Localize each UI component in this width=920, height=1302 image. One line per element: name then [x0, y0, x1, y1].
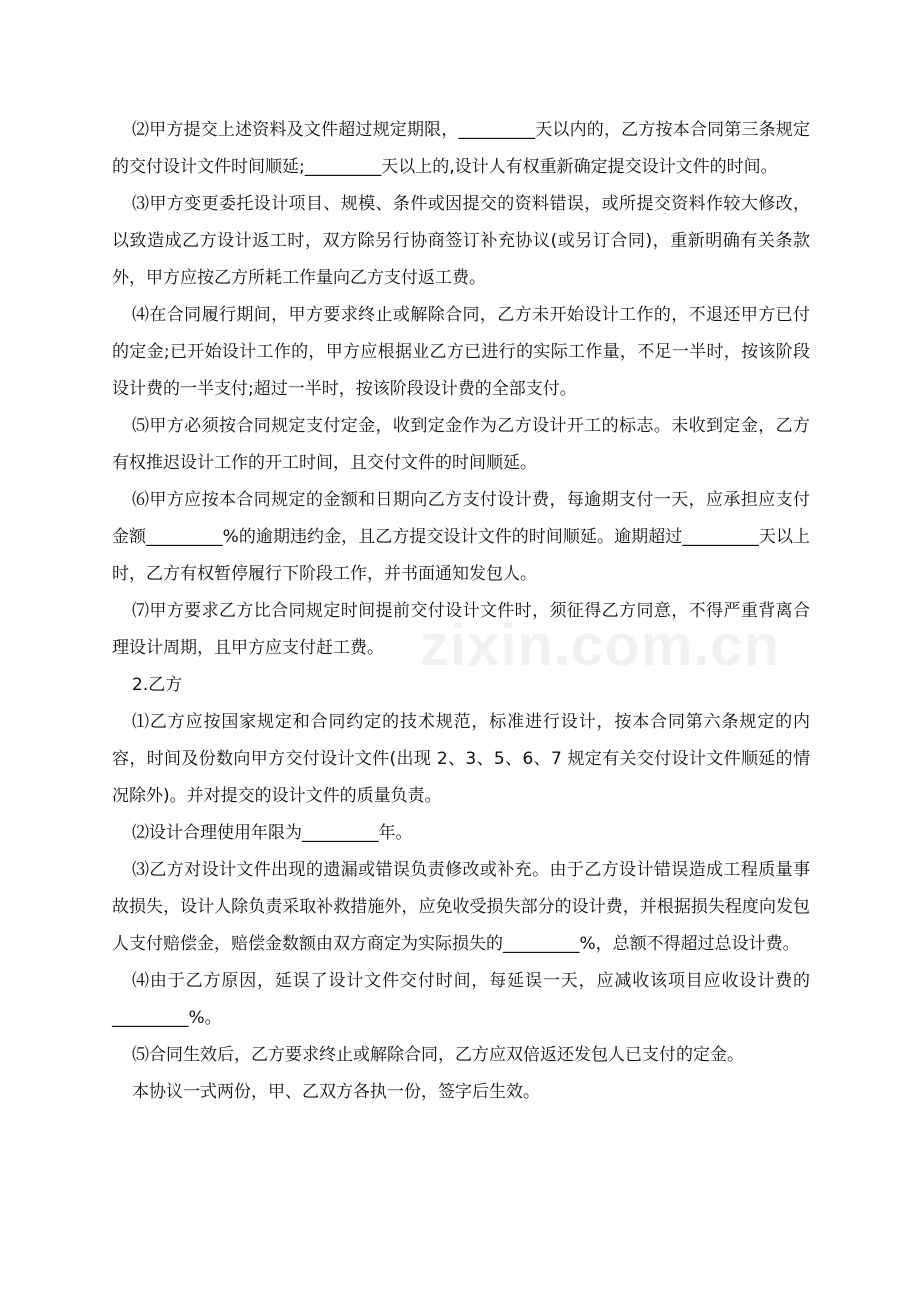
clause-b-5: ⑸合同生效后，乙方要求终止或解除合同，乙方应双倍返还发包人已支付的定金。 — [132, 1045, 744, 1065]
clause-a-3: ⑶甲方变更委托设计项目、规模、条件或因提交的资料错误，或所提交资料作较大修改，以致造成乙方设计返工时，双方除另行协商签订补充协议(或另订合同)，重新明确有关条款外，甲方应按乙方所耗工作量向乙方支付返工费。 — [112, 194, 810, 288]
clause-a-5: ⑸甲方必须按合同规定支付定金，收到定金作为乙方设计开工的标志。未收到定金，乙方有权推迟设计工作的开工时间，且交付文件的时间顺延。 — [112, 416, 810, 473]
clause-b-2: ⑵设计合理使用年限为_________年。 — [132, 823, 413, 843]
clause-a-7: ⑺甲方要求乙方比合同规定时间提前交付设计文件时，须征得乙方同意，不得严重背离合理设计周期，且甲方应支付赶工费。 — [112, 601, 810, 658]
clause-a-2: ⑵甲方提交上述资料及文件超过规定期限，_________天以内的，乙方按本合同第三条规定的交付设计文件时间顺延;_________天以上的,设计人有权重新确定提交设计文件的时间。 — [112, 120, 810, 177]
clause-a-4: ⑷在合同履行期间，甲方要求终止或解除合同，乙方未开始设计工作的，不退还甲方已付的定金;已开始设计工作的，甲方应根据业乙方已进行的实际工作量，不足一半时，按该阶段设计费的一半支付;超过一半时，按该阶段设计费的全部支付。 — [112, 305, 810, 399]
clause-a-6: ⑹甲方应按本合同规定的金额和日期向乙方支付设计费，每逾期支付一天，应承担应支付金额_________%的逾期违约金，且乙方提交设计文件的时间顺延。逾期超过_________天以上时，乙方有权暂停履行下阶段工作，并书面通知发包人。 — [112, 490, 810, 584]
clause-b-3: ⑶乙方对设计文件出现的遗漏或错误负责修改或补充。由于乙方设计错误造成工程质量事故损失，设计人除负责采取补救措施外，应免收受损失部分的设计费，并根据损失程度向发包人支付赔偿金，赔偿金数额由双方商定为实际损失的_________%，总额不得超过总设计费。 — [112, 860, 810, 954]
document-body — [112, 112, 810, 1111]
clause-b-1: ⑴乙方应按国家规定和合同约定的技术规范，标准进行设计，按本合同第六条规定的内容，时间及份数向甲方交付设计文件(出现 2、3、5、6、7 规定有关交付设计文件顺延的情况除外)。并对提交的设计文件的质量负责。 — [112, 712, 810, 806]
clause-b-4: ⑷由于乙方原因，延误了设计文件交付时间，每延误一天，应减收该项目应收设计费的_________%。 — [112, 971, 810, 1028]
closing-statement: 本协议一式两份，甲、乙双方各执一份，签字后生效。 — [132, 1082, 540, 1102]
section-heading-party-b: 2.乙方 — [132, 675, 183, 695]
watermark: zixin.com.cn — [420, 613, 781, 678]
